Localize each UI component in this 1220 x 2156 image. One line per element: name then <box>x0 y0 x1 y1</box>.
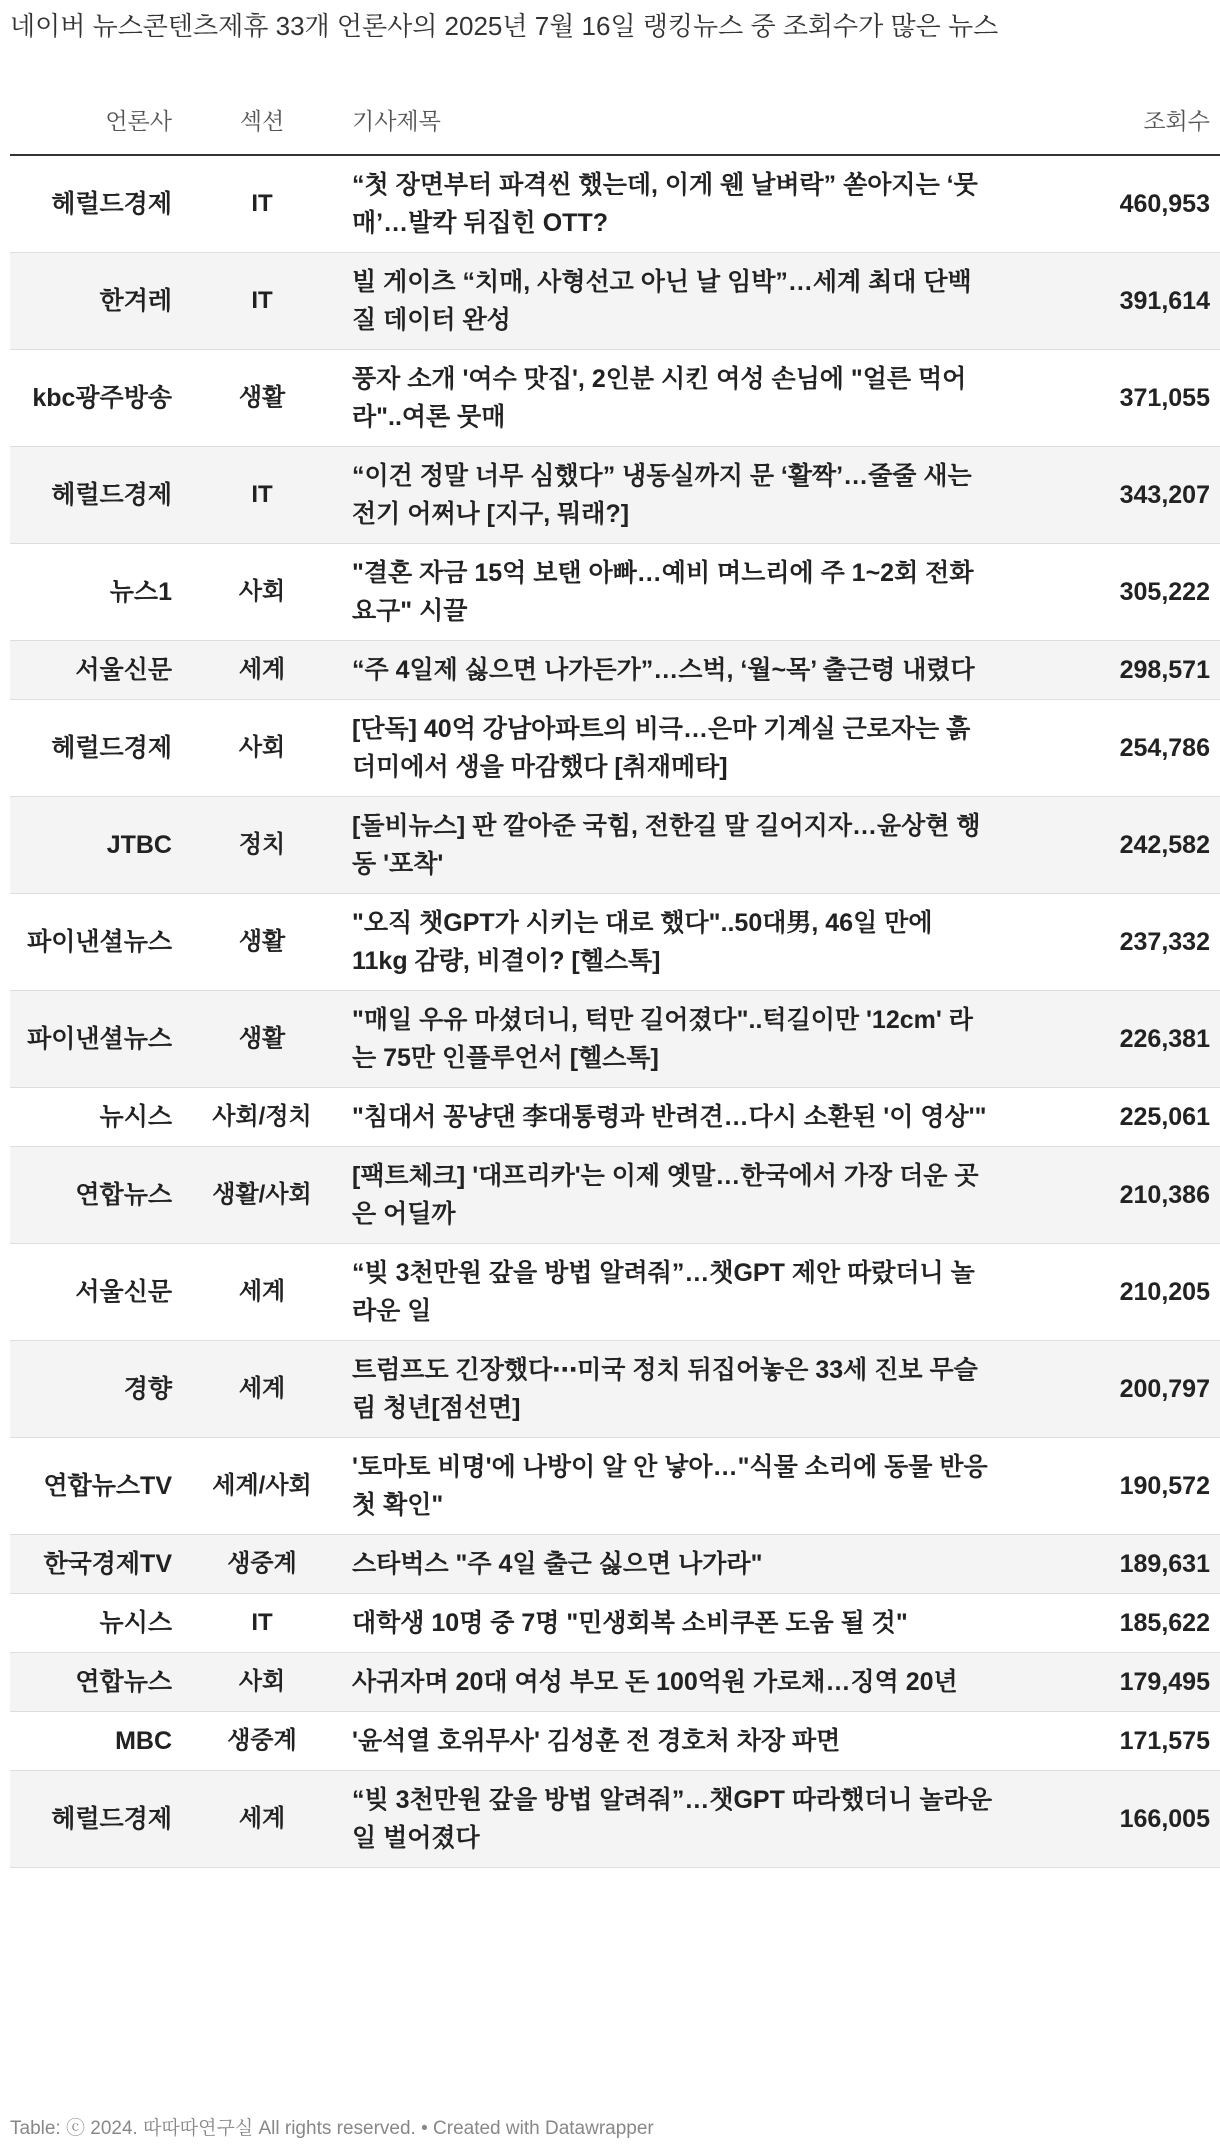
views-cell <box>1020 991 1220 1088</box>
section-cell-text: IT <box>251 481 273 508</box>
table-body <box>10 155 1220 1868</box>
views-cell-text: 200,797 <box>1119 1375 1210 1403</box>
ranking-table <box>10 84 1220 1868</box>
headline-cell-text: "오직 챗GPT가 시키는 대로 했다"..50대男, 46일 만에 11kg 감량, 비결이? [헬스톡] <box>352 909 933 975</box>
publisher-cell <box>10 253 172 350</box>
headline-cell-text: “이건 정말 너무 심했다” 냉동실까지 문 ‘활짝’…줄줄 새는 전기 어쩌나 [지구, 뭐래?] <box>352 462 972 528</box>
headline-cell <box>352 1438 1020 1535</box>
footer-credit: Table: ⓒ 2024. 따따따연구실 All rights reserved. • Created with Datawrapper <box>10 2118 654 2139</box>
table-row <box>10 1771 1220 1868</box>
publisher-cell <box>10 991 172 1088</box>
views-cell <box>1020 1535 1220 1594</box>
headline-cell <box>352 1771 1020 1868</box>
views-cell-text: 210,386 <box>1119 1181 1210 1209</box>
publisher-cell <box>10 641 172 700</box>
publisher-cell-text: MBC <box>115 1727 172 1755</box>
publisher-cell <box>10 1438 172 1535</box>
views-cell-text: 460,953 <box>1119 190 1210 218</box>
table-header <box>10 84 1220 155</box>
publisher-cell <box>10 1147 172 1244</box>
headline-cell-text: [단독] 40억 강남아파트의 비극…은마 기계실 근로자는 흙더미에서 생을 마감했다 [취재메타] <box>352 715 971 781</box>
views-cell <box>1020 1244 1220 1341</box>
publisher-cell-text: 뉴시스 <box>99 1609 172 1637</box>
views-cell <box>1020 1771 1220 1868</box>
publisher-cell-text: 헤럴드경제 <box>51 481 172 509</box>
publisher-cell-text: 파이낸셜뉴스 <box>27 928 172 956</box>
headline-cell <box>352 1088 1020 1147</box>
section-cell-text: IT <box>251 287 273 314</box>
table-row <box>10 641 1220 700</box>
publisher-cell-text: 서울신문 <box>75 656 172 684</box>
headline-cell <box>352 1147 1020 1244</box>
section-cell-text: 정치 <box>238 831 286 858</box>
views-cell-text: 343,207 <box>1119 481 1210 509</box>
publisher-cell-text: 경향 <box>123 1375 172 1403</box>
section-cell <box>172 1088 352 1147</box>
views-cell <box>1020 1653 1220 1712</box>
headline-cell-text: [돌비뉴스] 판 깔아준 국힘, 전한길 말 길어지자…윤상현 행동 '포착' <box>352 812 981 878</box>
section-cell-text: 생활 <box>238 928 286 955</box>
section-cell <box>172 1341 352 1438</box>
header-section[interactable]: 섹션 <box>172 84 352 155</box>
views-cell-text: 371,055 <box>1119 384 1210 412</box>
publisher-cell <box>10 350 172 447</box>
table-row <box>10 1147 1220 1244</box>
headline-cell-text: '토마토 비명'에 나방이 알 안 낳아…"식물 소리에 동물 반응 첫 확인" <box>352 1453 988 1519</box>
publisher-cell <box>10 1535 172 1594</box>
publisher-cell-text: 헤럴드경제 <box>51 734 172 762</box>
views-cell <box>1020 447 1220 544</box>
section-cell <box>172 253 352 350</box>
views-cell <box>1020 700 1220 797</box>
headline-cell-text: 스타벅스 "주 4일 출근 싫으면 나가라" <box>352 1550 763 1578</box>
headline-cell-text: 트럼프도 긴장했다⋯미국 정치 뒤집어놓은 33세 진보 무슬림 청년[점선면] <box>352 1356 978 1422</box>
header-headline[interactable]: 기사제목 <box>352 84 1020 155</box>
section-cell-text: 세계 <box>238 1375 286 1402</box>
publisher-cell <box>10 155 172 253</box>
views-cell <box>1020 155 1220 253</box>
publisher-cell-text: 연합뉴스 <box>75 1668 172 1696</box>
headline-cell-text: "침대서 꽁냥댄 李대통령과 반려견…다시 소환된 '이 영상'" <box>352 1103 987 1131</box>
publisher-cell-text: 한겨레 <box>99 287 172 315</box>
views-cell <box>1020 894 1220 991</box>
views-cell <box>1020 1712 1220 1771</box>
table-row <box>10 544 1220 641</box>
publisher-cell-text: 한국경제TV <box>43 1550 172 1578</box>
section-cell <box>172 641 352 700</box>
views-cell-text: 189,631 <box>1119 1550 1210 1578</box>
views-cell-text: 298,571 <box>1119 656 1210 684</box>
headline-cell <box>352 1244 1020 1341</box>
section-cell-text: 사회 <box>238 734 286 761</box>
section-cell-text: 세계 <box>238 1805 286 1832</box>
publisher-cell <box>10 894 172 991</box>
headline-cell <box>352 641 1020 700</box>
section-cell <box>172 1712 352 1771</box>
views-cell <box>1020 1147 1220 1244</box>
section-cell-text: 생활/사회 <box>212 1181 312 1208</box>
publisher-cell-text: JTBC <box>106 831 172 859</box>
views-cell <box>1020 1438 1220 1535</box>
section-cell <box>172 1594 352 1653</box>
section-cell-text: 세계/사회 <box>212 1472 312 1499</box>
table-row <box>10 1244 1220 1341</box>
publisher-cell <box>10 1771 172 1868</box>
headline-cell <box>352 350 1020 447</box>
section-cell <box>172 1535 352 1594</box>
headline-cell-text: “빚 3천만원 갚을 방법 알려줘”…챗GPT 제안 따랐더니 놀라운 일 <box>352 1259 975 1325</box>
publisher-cell-text: 파이낸셜뉴스 <box>27 1025 172 1053</box>
publisher-cell <box>10 1088 172 1147</box>
views-cell <box>1020 1594 1220 1653</box>
publisher-cell <box>10 544 172 641</box>
headline-cell <box>352 894 1020 991</box>
views-cell-text: 225,061 <box>1119 1103 1210 1131</box>
publisher-cell-text: 서울신문 <box>75 1278 172 1306</box>
table-row <box>10 350 1220 447</box>
header-publisher[interactable]: 언론사 <box>10 84 172 155</box>
publisher-cell <box>10 1244 172 1341</box>
views-cell-text: 179,495 <box>1119 1668 1210 1696</box>
publisher-cell-text: 헤럴드경제 <box>51 190 172 218</box>
headline-cell <box>352 797 1020 894</box>
publisher-cell-text: 연합뉴스 <box>75 1181 172 1209</box>
views-cell-text: 226,381 <box>1119 1025 1210 1053</box>
table-row <box>10 1438 1220 1535</box>
publisher-cell <box>10 797 172 894</box>
publisher-cell-text: 헤럴드경제 <box>51 1805 172 1833</box>
table-row <box>10 1712 1220 1771</box>
headline-cell-text: “주 4일제 싫으면 나가든가”…스벅, ‘월~목’ 출근령 내렸다 <box>352 656 975 684</box>
headline-cell <box>352 700 1020 797</box>
section-cell-text: 생중계 <box>227 1727 297 1754</box>
headline-cell-text: 빌 게이츠 “치매, 사형선고 아닌 날 임박”…세계 최대 단백질 데이터 완성 <box>352 268 972 334</box>
header-views[interactable]: 조회수 <box>1020 84 1220 155</box>
views-cell <box>1020 797 1220 894</box>
views-cell-text: 210,205 <box>1119 1278 1210 1306</box>
views-cell-text: 185,622 <box>1119 1609 1210 1637</box>
section-cell-text: 사회/정치 <box>212 1103 312 1130</box>
section-cell <box>172 797 352 894</box>
section-cell-text: 세계 <box>238 656 286 683</box>
publisher-cell <box>10 447 172 544</box>
section-cell <box>172 1771 352 1868</box>
headline-cell-text: “빚 3천만원 갚을 방법 알려줘”…챗GPT 따라했더니 놀라운 일 벌어졌다 <box>352 1786 992 1852</box>
table-row <box>10 447 1220 544</box>
views-cell-text: 166,005 <box>1119 1805 1210 1833</box>
table-row <box>10 1088 1220 1147</box>
section-cell-text: 사회 <box>238 578 286 605</box>
views-cell-text: 242,582 <box>1119 831 1210 859</box>
headline-cell <box>352 1341 1020 1438</box>
section-cell-text: 생중계 <box>227 1550 297 1577</box>
table-row <box>10 894 1220 991</box>
section-cell <box>172 155 352 253</box>
headline-cell-text: 사귀자며 20대 여성 부모 돈 100억원 가로채…징역 20년 <box>352 1668 958 1696</box>
views-cell <box>1020 1088 1220 1147</box>
publisher-cell-text: 뉴스1 <box>109 578 172 606</box>
section-cell <box>172 544 352 641</box>
publisher-cell-text: kbc광주방송 <box>32 384 172 412</box>
headline-cell <box>352 1712 1020 1771</box>
section-cell-text: 사회 <box>238 1668 286 1695</box>
table-row <box>10 1341 1220 1438</box>
section-cell <box>172 1653 352 1712</box>
headline-cell-text: "매일 우유 마셨더니, 턱만 길어졌다"..턱길이만 '12cm' 라는 75만 인플루언서 [헬스톡] <box>352 1006 973 1072</box>
headline-cell <box>352 544 1020 641</box>
table-row <box>10 253 1220 350</box>
headline-cell-text: 풍자 소개 '여수 맛집', 2인분 시킨 여성 손님에 "얼른 먹어라"..여론 뭇매 <box>352 365 967 431</box>
views-cell-text: 391,614 <box>1119 287 1210 315</box>
publisher-cell <box>10 700 172 797</box>
headline-cell-text: '윤석열 호위무사' 김성훈 전 경호처 차장 파면 <box>352 1727 841 1755</box>
section-cell <box>172 350 352 447</box>
views-cell-text: 254,786 <box>1119 734 1210 762</box>
page-title: 네이버 뉴스콘텐츠제휴 33개 언론사의 2025년 7월 16일 랭킹뉴스 중 조회수가 많은 뉴스 <box>10 11 999 41</box>
publisher-cell-text: 뉴시스 <box>99 1103 172 1131</box>
headline-cell-text: 대학생 10명 중 7명 "민생회복 소비쿠폰 도움 될 것" <box>352 1609 908 1637</box>
section-cell-text: 세계 <box>238 1278 286 1305</box>
table-row <box>10 1594 1220 1653</box>
section-cell <box>172 894 352 991</box>
table-row <box>10 1535 1220 1594</box>
publisher-cell <box>10 1712 172 1771</box>
publisher-cell <box>10 1594 172 1653</box>
views-cell <box>1020 350 1220 447</box>
publisher-cell-text: 연합뉴스TV <box>43 1472 172 1500</box>
headline-cell <box>352 1535 1020 1594</box>
views-cell-text: 305,222 <box>1119 578 1210 606</box>
table-row <box>10 991 1220 1088</box>
views-cell-text: 237,332 <box>1119 928 1210 956</box>
views-cell-text: 171,575 <box>1119 1727 1210 1755</box>
headline-cell <box>352 155 1020 253</box>
section-cell <box>172 1438 352 1535</box>
headline-cell-text: "결혼 자금 15억 보탠 아빠…예비 며느리에 주 1~2회 전화 요구" 시끌 <box>352 559 974 625</box>
table-row <box>10 797 1220 894</box>
views-cell <box>1020 544 1220 641</box>
headline-cell <box>352 253 1020 350</box>
views-cell-text: 190,572 <box>1119 1472 1210 1500</box>
section-cell-text: IT <box>251 1609 273 1636</box>
views-cell <box>1020 641 1220 700</box>
headline-cell-text: [팩트체크] '대프리카'는 이제 옛말…한국에서 가장 더운 곳은 어딜까 <box>352 1162 979 1228</box>
section-cell-text: 생활 <box>238 1025 286 1052</box>
table-row <box>10 700 1220 797</box>
section-cell <box>172 991 352 1088</box>
section-cell <box>172 1147 352 1244</box>
section-cell <box>172 700 352 797</box>
publisher-cell <box>10 1341 172 1438</box>
headline-cell-text: “첫 장면부터 파격씬 했는데, 이게 웬 날벼락” 쏟아지는 ‘뭇매’…발칵 뒤집힌 OTT? <box>352 171 978 237</box>
headline-cell <box>352 1653 1020 1712</box>
headline-cell <box>352 1594 1020 1653</box>
table-row <box>10 1653 1220 1712</box>
table-row <box>10 155 1220 253</box>
views-cell <box>1020 1341 1220 1438</box>
section-cell <box>172 447 352 544</box>
section-cell-text: IT <box>251 190 273 217</box>
views-cell <box>1020 253 1220 350</box>
headline-cell <box>352 447 1020 544</box>
section-cell-text: 생활 <box>238 384 286 411</box>
headline-cell <box>352 991 1020 1088</box>
header-row <box>10 84 1220 155</box>
publisher-cell <box>10 1653 172 1712</box>
section-cell <box>172 1244 352 1341</box>
